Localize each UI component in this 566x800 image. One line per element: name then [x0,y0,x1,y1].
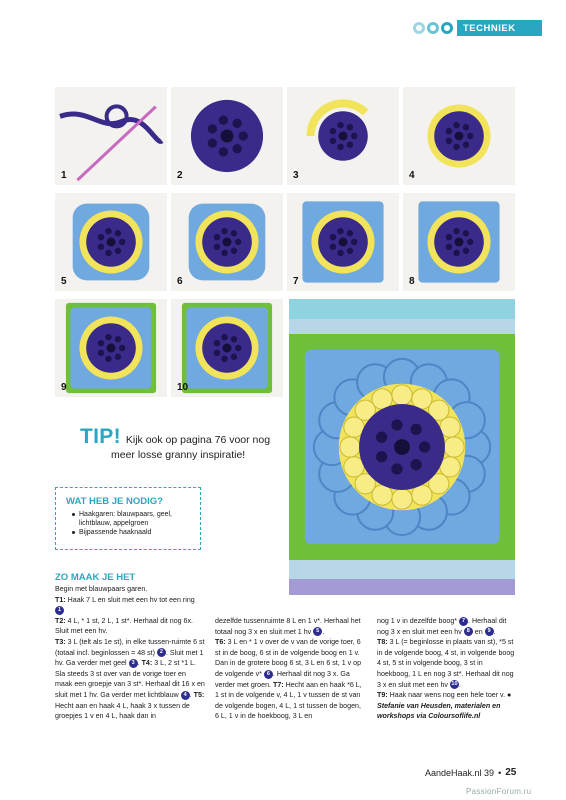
step-photo-3 [287,87,399,185]
header-dot-3 [441,22,453,34]
row-text: 3 L (= beginlosse in plaats van st), *5 st in de volgende boog, 4 st, in volgende boog 4 st, 5 st in volgende boog, 3 st in hoekboog, 1 L en nog 3 st*. Herhaal dit nog 3 x en sluit met een hv [377,638,515,689]
photo-number: 9 [61,382,67,393]
photo-number: 1 [61,170,67,181]
row-label: T1: [55,595,66,604]
photo-number: 3 [293,170,299,181]
row-label: T6: [215,638,226,647]
crochet-illustration [287,193,399,291]
row-text: . Sluit met 1 hv. Ga verder met geel [55,648,204,668]
row-5-continued: dezelfde tussenruimte 8 L en 1 v*. Herhaal het totaal nog 3 x en sluit met 1 hv 5 . [215,617,361,636]
photo-number: 5 [61,276,67,287]
photo-number: 7 [293,276,299,287]
row-label: T4: [141,659,153,668]
row-label: T9: [377,691,388,700]
step-photo-5 [55,193,167,291]
footer-site: AandeHaak.nl 39 [425,767,495,778]
photo-number: 10 [177,382,189,393]
row-label: T5: [193,690,205,699]
row-text: . Herhaal dit nog 3 x. Ga verder met groen. [215,669,350,689]
row-text: en [474,627,483,636]
step-marker: 1 [55,606,64,615]
crochet-illustration [403,193,515,291]
step-photo-8 [403,193,515,291]
section-header [413,20,542,36]
crochet-illustration [55,87,167,185]
instructions-column-3 [377,616,517,722]
row-3: T3: 3 L (telt als 1e st), in elke tussen-ruimte 6 st (totaal incl. beginlossen = 48 st) 2 . Sluit met 1 hv. Ga verder met geel 3 . T4: 3 L, 2 st *1 L. Sla steeds 3 st over van de vorige toer en maak een groepje van 3 st*. Herhaal dit 16 x en sluit met 1 hv. Ga verder met lichtblauw 4 . T5: Hecht aan en haak 4 L, haak 3 x tussen de groepjes 1 v en 4 L, haak dan in [55,637,205,721]
row-text: Hecht aan en haak *6 L, 1 st in de volgende v, 4 L, 1 v tussen de st van de volgende bogen, 4 L, 1 st tussen de bogen, 6 L, 1 v in de hoekboog, 3 L en [215,680,362,721]
materials-title: WAT HEB JE NODIG? [66,496,163,507]
step-marker: 5 [313,627,322,636]
crochet-illustration [171,193,283,291]
step-marker: 6 [264,670,273,679]
crochet-illustration [55,299,167,397]
tip-line-1: Kijk ook op pagina 76 voor nog [125,434,271,446]
row-text: 4 L, * 1 st, 2 L, 1 st*. Herhaal dit nog 6x. Sluit met een hv. [55,616,194,636]
photo-number: 4 [409,170,415,181]
watermark: PassionForum.ru [466,787,532,796]
step-marker: 4 [181,691,190,700]
step-marker: 10 [451,681,458,688]
materials-item: Bijpassende haaknaald [74,528,200,537]
crochet-illustration [171,87,283,185]
header-dot-2 [427,22,439,34]
section-label: TECHNIEK [457,20,542,36]
row-1 [55,595,205,616]
step-photo-9 [55,299,167,397]
row-9 [377,690,517,701]
author-credit: Stefanie van Heusden, materialen en workshops via Coloursoflife.nl [377,701,501,721]
header-dot-1 [413,22,425,34]
step-photo-6 [171,193,283,291]
tip-line-2: meer losse granny inspiratie! [111,449,246,461]
step-marker: 2 [157,648,166,657]
row-text: . Herhaal dit nog 3 x en sluit met een hv [377,617,507,636]
instructions-column-2 [215,616,365,722]
instructions-title: ZO MAAK JE HET [55,572,136,583]
step-marker: 9 [485,627,494,636]
step-marker: 8 [464,627,473,636]
finished-square-photo [289,299,515,595]
materials-box [55,487,201,550]
row-label: T8: [377,638,388,647]
crochet-illustration [55,193,167,291]
materials-list [66,510,200,537]
step-marker: 3 [129,659,138,668]
row-text: 3 L en * 1 v over de v van de vorige toer, 6 st in de boog, 6 st in de volgende boog en 1 v. Dan in de grotere boog 6 st, 3 L en 6 st, 1 v op de volgende v* [215,638,362,678]
step-photo-4 [403,87,515,185]
row-label: T7: [272,680,284,689]
footer-bullet: • [498,767,502,778]
tip-callout [80,425,290,462]
row-text: Haak naar wens nog een hele toer v. [389,691,506,700]
photo-number: 2 [177,170,183,181]
instructions-column-1 [55,572,205,722]
step-photo-10 [171,299,283,397]
step-marker: 7 [459,617,468,626]
photo-number: 8 [409,276,415,287]
row-label: T2: [55,616,66,625]
step-photo-1 [55,87,167,185]
step-photo-2 [171,87,283,185]
crochet-illustration [289,299,515,595]
row-7-continued: nog 1 v in dezelfde boog* 7 . Herhaal dit nog 3 x en sluit met een hv 8 en 9 . [377,617,507,636]
row-text: Haak 7 L en sluit met een hv tot een ring [67,595,195,604]
end-mark: ● [507,691,512,700]
row-2 [55,616,205,637]
crochet-illustration [287,87,399,185]
row-label: T3: [55,637,66,646]
row-text: Hecht aan en haak 4 L, haak 3 x tussen de groepjes 1 v en 4 L, haak dan in [55,701,190,721]
tip-word: TIP! [80,425,121,448]
crochet-illustration [403,87,515,185]
row-text: 3 L, 2 st *1 L. Sla steeds 3 st over van de vorige toer en maak een groepje van 3 st*. Herhaal dit 16 x en sluit met 1 hv. Ga verder met lichtblauw [55,659,205,699]
instructions-intro: Begin met blauwpaars garen. [55,585,148,593]
row-text: nog 1 v in dezelfde boog* [377,617,458,625]
materials-item: Haakgaren: blauwpaars, geel, lichtblauw, appelgroen [74,510,200,528]
row-6 [215,637,365,722]
page-number: 25 [505,767,517,778]
row-text: 3 L (telt als 1e st), in elke tussen-ruimte 6 st (totaal incl. beginlossen = 48 st) [55,637,205,657]
step-photo-7 [287,193,399,291]
row-text: dezelfde tussenruimte 8 L en 1 v*. Herhaal het totaal nog 3 x en sluit met 1 hv [215,617,361,636]
row-8: T8: 3 L (= beginlosse in plaats van st), *5 st in de volgende boog, 4 st, in volgende boog 4 st, 5 st in volgende boog, 3 st in hoekboog, 1 L en nog 3 st*. Herhaal dit nog 3 x en sluit met een hv 10. [377,638,515,689]
page-footer [425,767,516,778]
photo-number: 6 [177,276,183,287]
